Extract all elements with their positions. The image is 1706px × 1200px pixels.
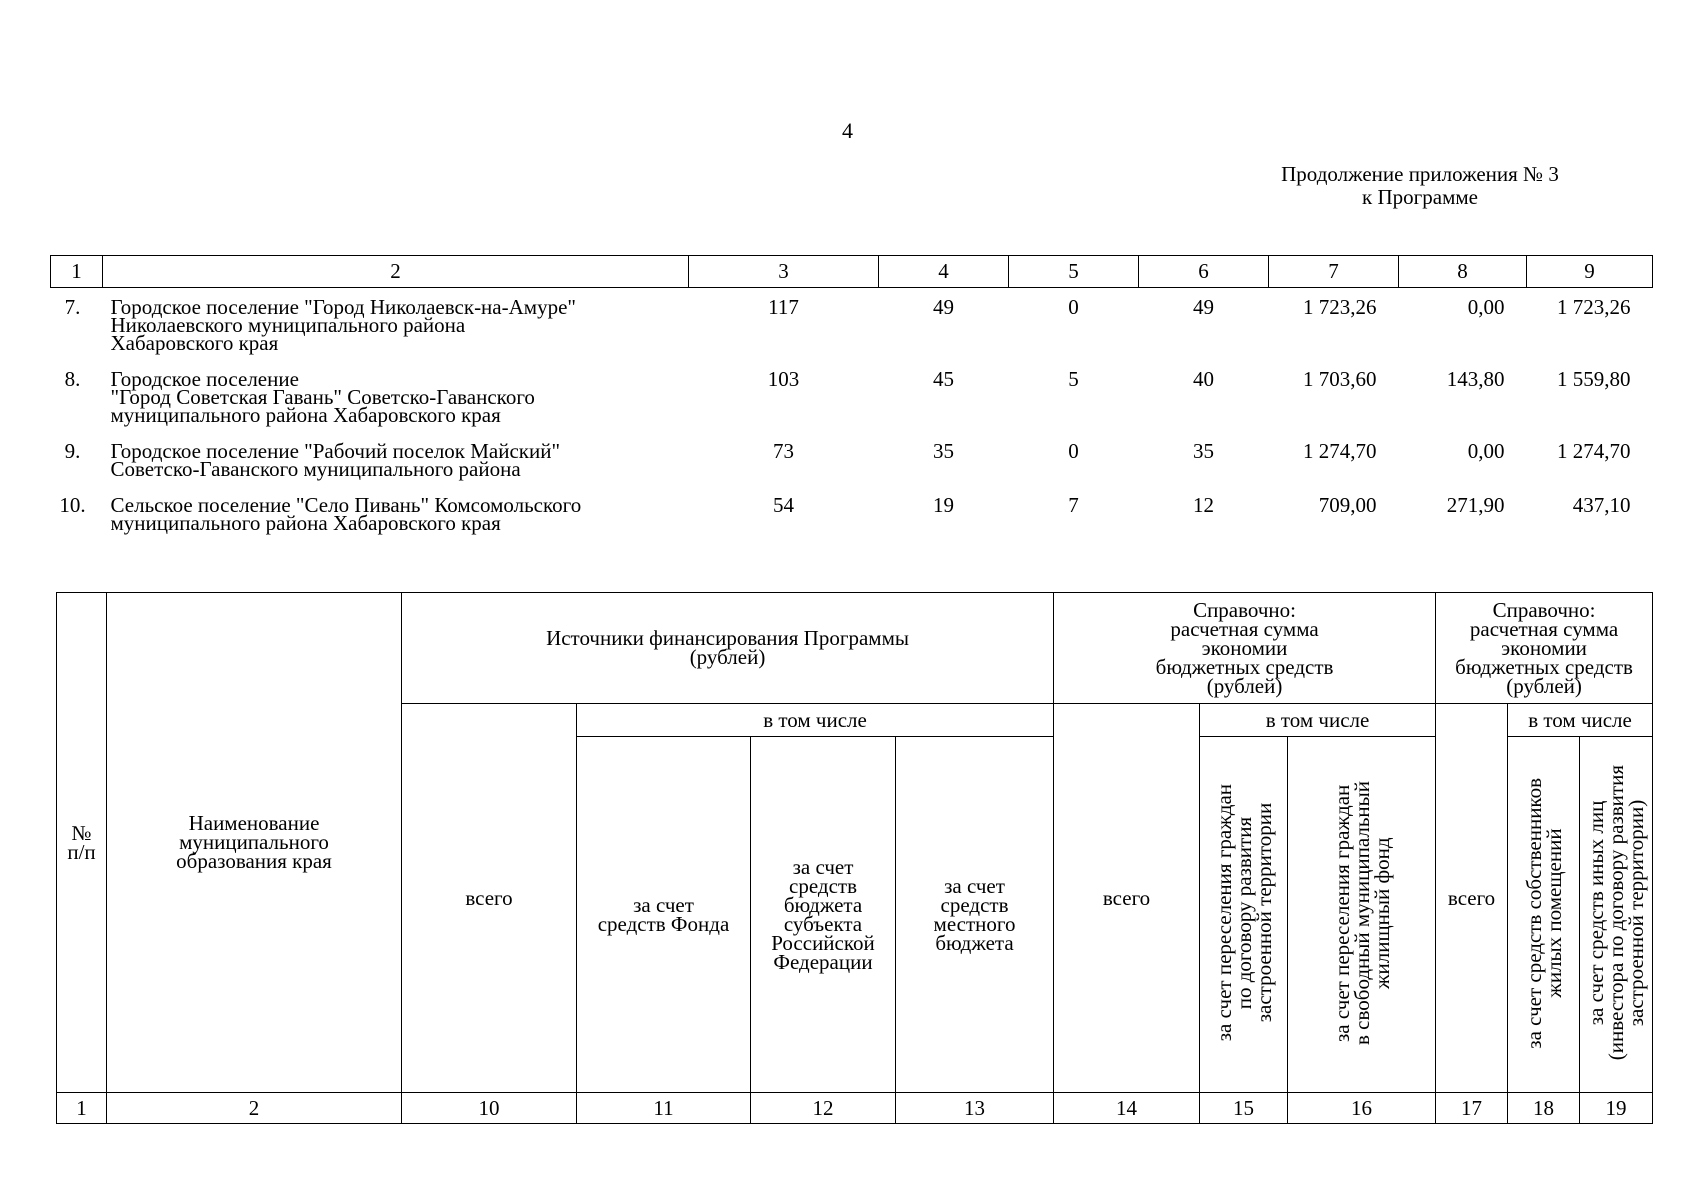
header-line: средств Фонда [597, 911, 730, 936]
header-line: № [71, 820, 92, 845]
cell-6: 35 [1193, 439, 1214, 463]
row-number: 9. [64, 439, 81, 463]
vertical-header-text [1329, 781, 1394, 1045]
header-resettle-free-fund [1288, 737, 1436, 1093]
cell-7: 1 274,70 [1303, 439, 1377, 463]
appendix-caption-line2: к Программе [1362, 185, 1478, 209]
cell-3: 117 [768, 295, 799, 319]
header-line: по договору развития [1231, 816, 1256, 1010]
cell-8: 0,00 [1467, 295, 1505, 319]
header-investor [1580, 737, 1653, 1093]
cell-4: 19 [933, 493, 954, 517]
name-line: муниципального района Хабаровского края [110, 511, 501, 535]
column-number: 1 [57, 1093, 107, 1124]
name-line: Николаевского муниципального района [110, 313, 466, 337]
header-reference-savings-2 [1436, 593, 1653, 704]
cell-8: 0,00 [1467, 439, 1505, 463]
header-line: средств [940, 892, 1009, 917]
header-line: за счет средств иных лиц [1584, 800, 1609, 1026]
row-number: 10. [59, 493, 86, 517]
header-line: бюджета [935, 930, 1014, 955]
header-line: муниципального [179, 830, 329, 854]
header-line: расчетная сумма [1170, 616, 1319, 641]
column-number: 17 [1436, 1093, 1508, 1124]
column-number: 5 [1009, 256, 1139, 288]
cell-7: 709,00 [1318, 493, 1377, 517]
header-fund [577, 737, 751, 1093]
header-including-2: в том числе [1200, 704, 1436, 737]
header-line: за счет [792, 854, 854, 879]
row-number: 8. [64, 367, 81, 391]
column-number: 10 [402, 1093, 577, 1124]
column-number: 7 [1269, 256, 1399, 288]
header-line: бюджетных средств [1455, 654, 1633, 679]
cell-9: 1 559,80 [1557, 367, 1631, 391]
name-line: Городское поселение "Город Николаевск-на-Амуре" [110, 295, 576, 319]
municipality-name [103, 360, 689, 432]
header-financing-sources [402, 593, 1054, 704]
cell-5: 0 [1068, 295, 1079, 319]
header-line: субъекта [783, 911, 863, 936]
column-number: 9 [1527, 256, 1653, 288]
column-number: 2 [103, 256, 689, 288]
cell-3: 103 [767, 367, 800, 391]
column-number: 8 [1399, 256, 1527, 288]
header-line: расчетная сумма [1469, 616, 1619, 641]
table-row [51, 360, 1653, 432]
table-row [51, 486, 1653, 540]
cell-9: 1 274,70 [1557, 439, 1631, 463]
vertical-header-text [1584, 765, 1649, 1061]
vertical-header-text [1521, 777, 1566, 1049]
cell-7: 1 703,60 [1303, 367, 1377, 391]
top-table-column-numbers [51, 256, 1653, 288]
header-line: жилых помещений [1541, 828, 1566, 998]
header-line: (рублей) [1206, 673, 1283, 698]
header-line: за счет переселения граждан [1329, 784, 1354, 1042]
header-line: Справочно: [1492, 597, 1596, 622]
header-local-budget [896, 737, 1054, 1093]
column-number: 11 [577, 1093, 751, 1124]
header-subject-budget [751, 737, 896, 1093]
header-line: за счет [944, 873, 1005, 898]
header-line: Наименование [188, 811, 320, 835]
header-line: бюджетных средств [1155, 654, 1334, 679]
header-row-number [57, 593, 107, 1093]
row-number: 7. [64, 295, 81, 319]
header-line: Федерации [773, 949, 873, 974]
header-line: за счет [633, 892, 694, 917]
cell-3: 73 [773, 439, 794, 463]
header-line: (рублей) [1506, 673, 1582, 698]
column-number: 2 [107, 1093, 402, 1124]
header-line: за счет переселения граждан [1211, 784, 1236, 1042]
cell-5: 5 [1068, 367, 1079, 391]
header-resettle-contract [1200, 737, 1288, 1093]
cell-6: 12 [1193, 493, 1214, 517]
column-number: 6 [1139, 256, 1269, 288]
header-line: п/п [67, 839, 96, 864]
header-reference-savings-1 [1054, 593, 1436, 704]
cell-9: 1 723,26 [1557, 295, 1631, 319]
header-line: экономии [1501, 635, 1587, 660]
column-number: 1 [51, 256, 103, 288]
table-row [51, 288, 1653, 361]
header-total-sources: всего [402, 704, 577, 1093]
name-line: Хабаровского края [110, 331, 279, 355]
name-line: муниципального района Хабаровского края [110, 403, 501, 427]
header-including-1: в том числе [577, 704, 1054, 737]
appendix-caption-line1: Продолжение приложения № 3 [1281, 162, 1559, 186]
cell-6: 49 [1193, 295, 1214, 319]
cell-5: 7 [1068, 493, 1079, 517]
header-total-ref1: всего [1054, 704, 1200, 1093]
header-including-3: в том числе [1508, 704, 1653, 737]
header-total-ref2: всего [1436, 704, 1508, 1093]
name-line: Сельское поселение "Село Пивань" Комсомольского [110, 493, 582, 517]
cell-5: 0 [1068, 439, 1079, 463]
municipality-name [103, 432, 689, 486]
cell-8: 271,90 [1446, 493, 1505, 517]
header-line: Российской [771, 930, 875, 955]
cell-4: 35 [933, 439, 954, 463]
name-line: Советско-Гаванского муниципального района [110, 457, 521, 481]
header-line: экономии [1201, 635, 1288, 660]
cell-4: 45 [933, 367, 954, 391]
header-owners [1508, 737, 1580, 1093]
header-line: за счет средств собственников [1521, 777, 1546, 1049]
header-line: местного [933, 911, 1016, 936]
column-number: 14 [1054, 1093, 1200, 1124]
name-line: Городское поселение "Рабочий поселок Майский" [110, 439, 561, 463]
cell-7: 1 723,26 [1303, 295, 1377, 319]
name-line: "Город Советская Гавань" Советско-Гаванского [110, 385, 535, 409]
municipality-name [103, 486, 689, 540]
cell-3: 54 [773, 493, 794, 517]
header-line: Справочно: [1193, 597, 1296, 622]
cell-4: 49 [933, 295, 954, 319]
header-line: застроенной территории) [1624, 799, 1649, 1027]
column-number: 15 [1200, 1093, 1288, 1124]
header-line: Источники финансирования Программы [546, 626, 909, 650]
column-number: 19 [1580, 1093, 1653, 1124]
table-row [51, 432, 1653, 486]
column-number: 16 [1288, 1093, 1436, 1124]
page-number: 4 [842, 118, 853, 143]
column-number: 13 [896, 1093, 1054, 1124]
column-number: 18 [1508, 1093, 1580, 1124]
column-number: 4 [879, 256, 1009, 288]
bottom-table [56, 592, 1653, 1124]
header-line: бюджета [783, 892, 863, 917]
header-line: в свободный муниципальный [1349, 781, 1374, 1045]
header-line: застроенной территории [1251, 803, 1276, 1023]
header-line: образования края [176, 849, 332, 873]
appendix-caption [1240, 163, 1600, 209]
top-table [50, 255, 1653, 540]
municipality-name [103, 288, 689, 361]
vertical-header-text [1211, 784, 1276, 1042]
header-municipality-name [107, 593, 402, 1093]
name-line: Городское поселение [110, 367, 299, 391]
column-number: 3 [689, 256, 879, 288]
cell-9: 437,10 [1572, 493, 1631, 517]
header-line: жилищный фонд [1369, 837, 1394, 989]
bottom-table-column-numbers [57, 1093, 1653, 1124]
header-line: средств [789, 873, 857, 898]
cell-8: 143,80 [1446, 367, 1505, 391]
cell-6: 40 [1193, 367, 1214, 391]
header-line: (рублей) [689, 645, 766, 669]
column-number: 12 [751, 1093, 896, 1124]
header-line: (инвестора по договору развития [1604, 765, 1629, 1061]
